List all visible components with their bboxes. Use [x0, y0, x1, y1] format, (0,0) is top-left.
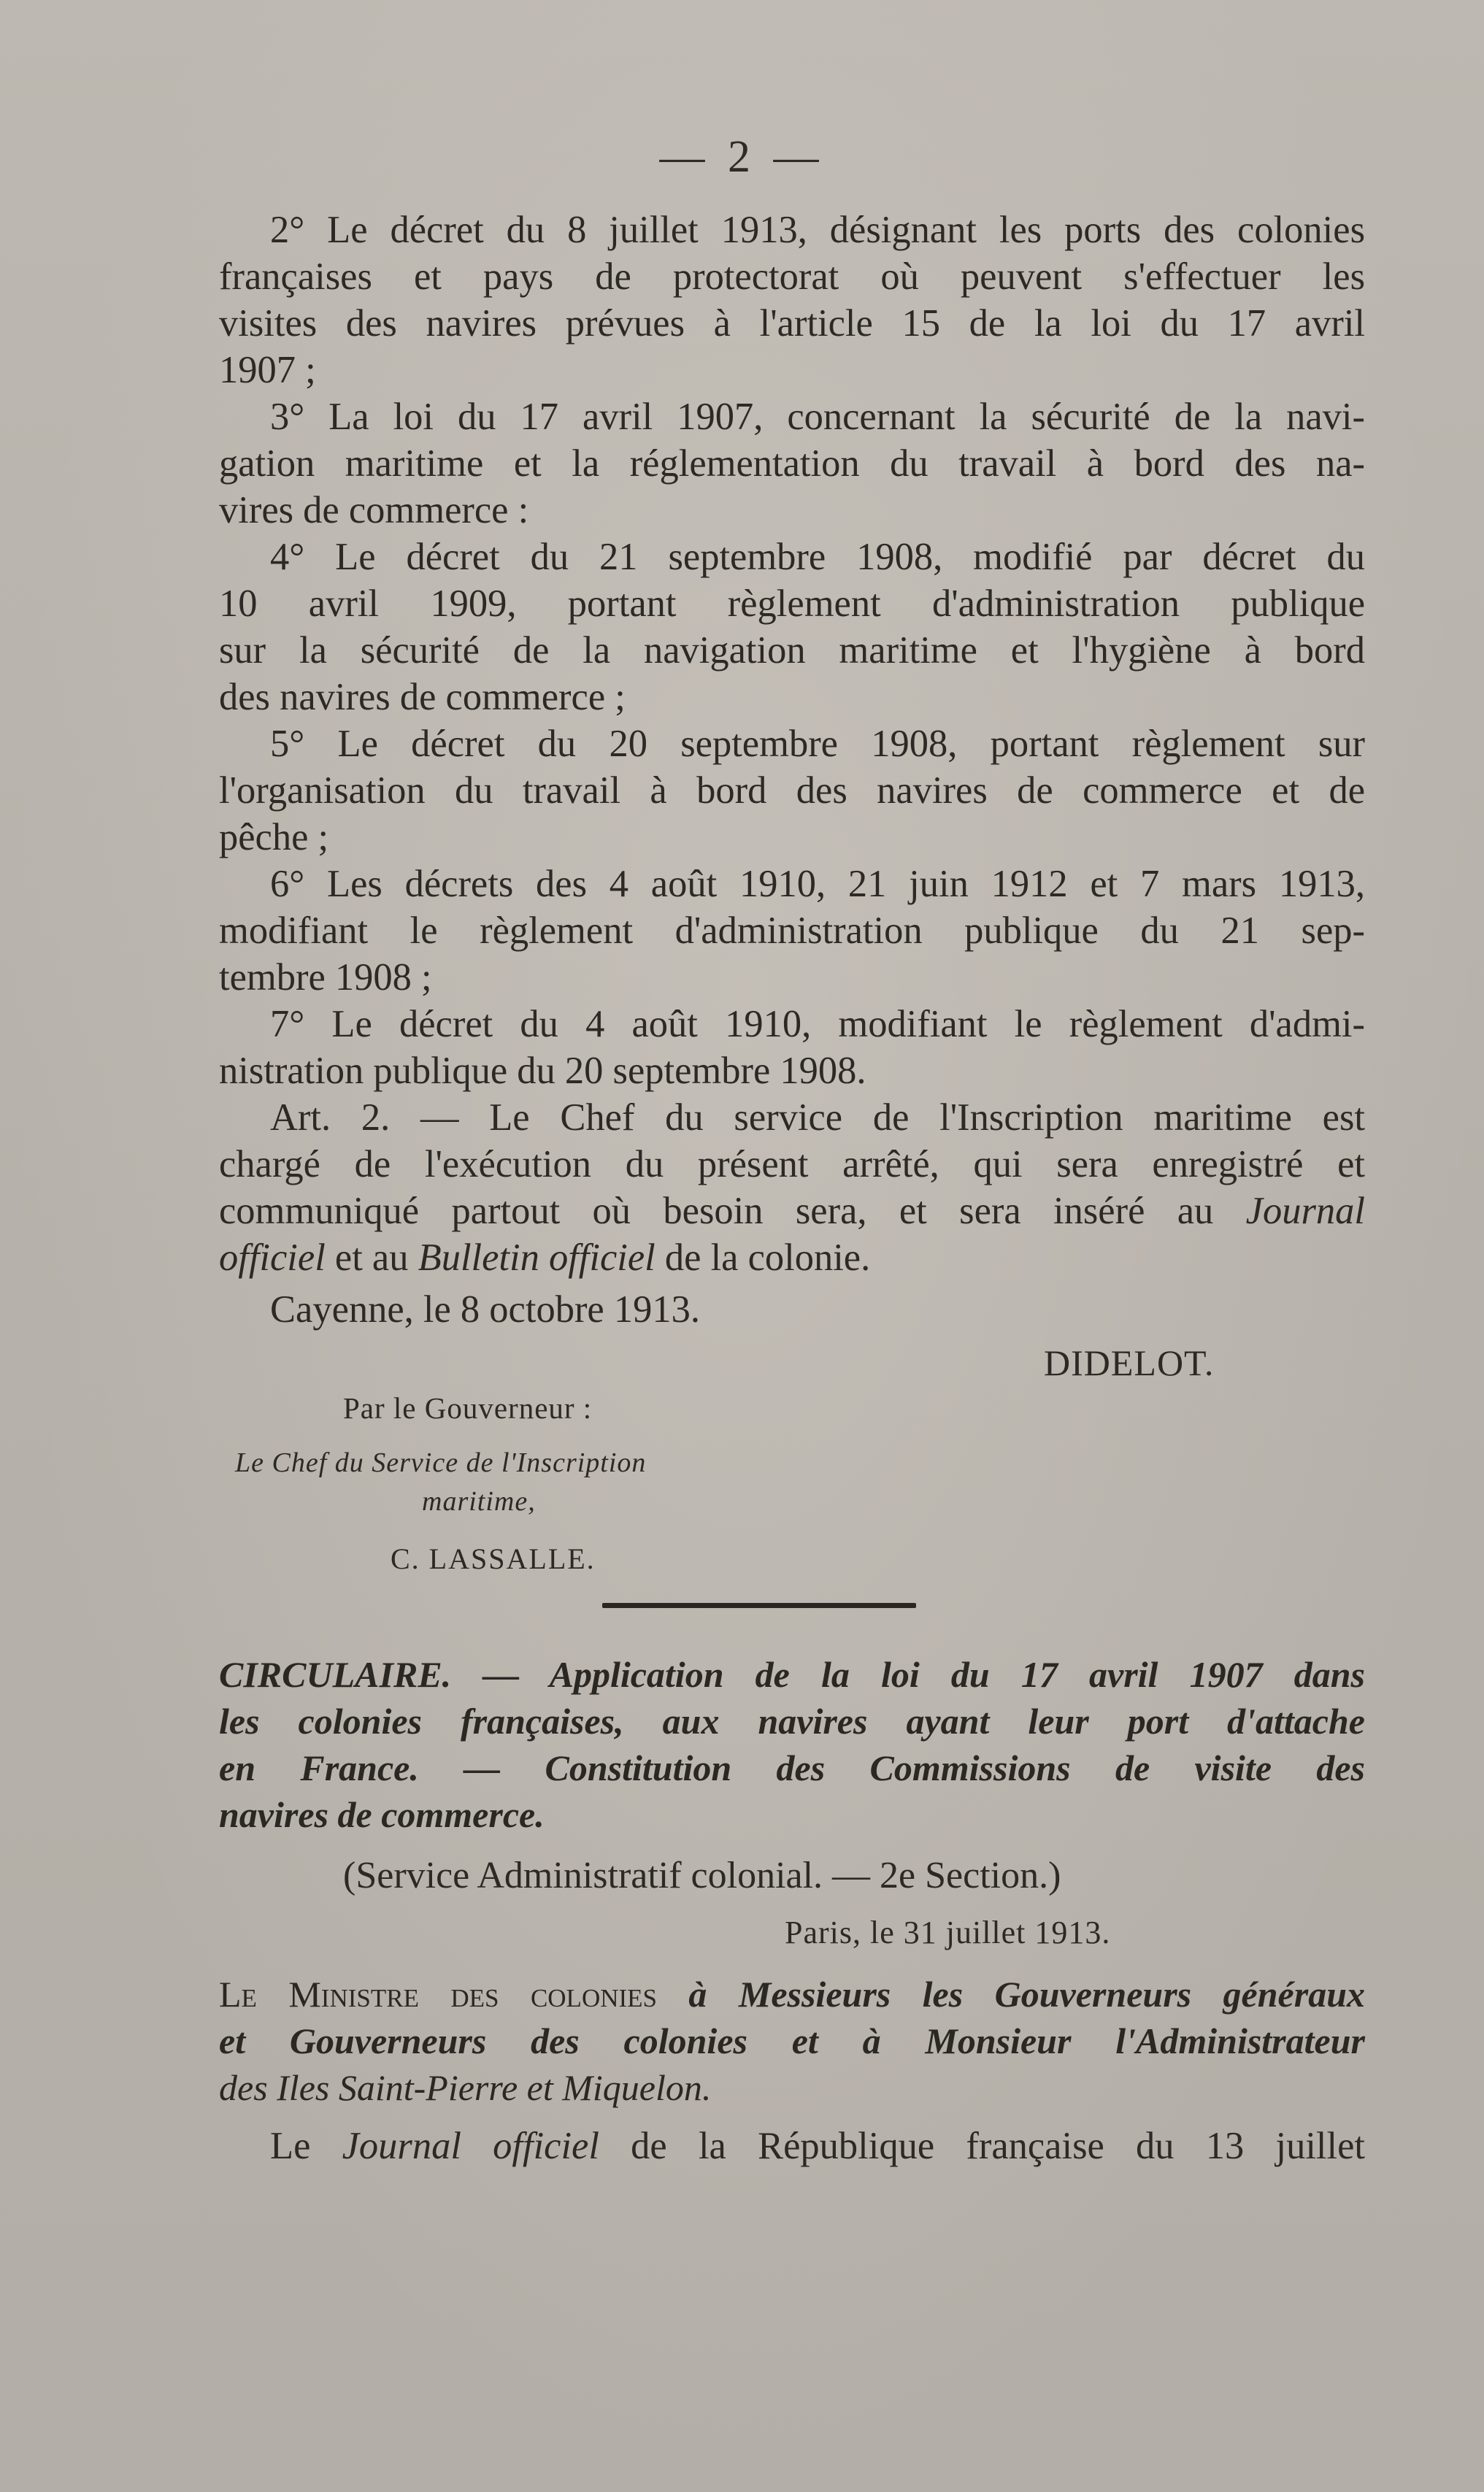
list-line: tembre 1908 ;	[219, 956, 432, 999]
chef-signature: C. LASSALLE.	[391, 1542, 596, 1575]
list-line: nistration publique du 20 septembre 1908.	[219, 1050, 866, 1092]
list-line: 3° La loi du 17 avril 1907, concernant la sécurité de la navi-	[270, 396, 1365, 438]
governor-signature: DIDELOT.	[1044, 1342, 1215, 1383]
list-line: pêche ;	[219, 816, 329, 858]
circulaire-title-line: navires de commerce.	[219, 1794, 545, 1835]
list-line: 10 avril 1909, portant règlement d'administration publique	[219, 582, 1365, 625]
circulaire-title-line: en France. — Constitution des Commissions de visite des	[219, 1747, 1365, 1788]
list-line: 6° Les décrets des 4 août 1910, 21 juin 1912 et 7 mars 1913,	[270, 863, 1365, 905]
article-2-line: officiel et au Bulletin officiel de la colonie.	[219, 1237, 871, 1279]
place-date: Cayenne, le 8 octobre 1913.	[270, 1288, 700, 1331]
article-2-line: chargé de l'exécution du présent arrêté, qui sera enregistré et	[219, 1143, 1365, 1185]
list-line: sur la sécurité de la navigation maritime et l'hygiène à bord	[219, 629, 1365, 672]
bulletin-title: Bulletin officiel	[418, 1237, 656, 1279]
circulaire-title-line: les colonies françaises, aux navires ayant leur port d'attache	[219, 1701, 1365, 1742]
list-line: vires de commerce :	[219, 489, 529, 531]
chef-service-line: Le Chef du Service de l'Inscription	[235, 1447, 647, 1478]
journal-title: Journal	[1245, 1190, 1365, 1232]
address-line: et Gouverneurs des colonies et à Monsieur l'Administrateur	[219, 2020, 1365, 2061]
circulaire-body-line: Le Journal officiel de la République française du 13 juillet	[270, 2125, 1365, 2167]
journal-title: Journal officiel	[342, 2125, 599, 2167]
service-line: (Service Administratif colonial. — 2e Section.)	[343, 1855, 1061, 1896]
list-line: 5° Le décret du 20 septembre 1908, portant règlement sur	[270, 723, 1365, 765]
list-line: 4° Le décret du 21 septembre 1908, modifié par décret du	[270, 536, 1365, 578]
list-line: 1907 ;	[219, 349, 316, 391]
list-line: l'organisation du travail à bord des navires de commerce et de	[219, 769, 1365, 812]
list-line: modifiant le règlement d'administration publique du 21 sep-	[219, 909, 1365, 952]
address-line: Le Ministre des colonies à Messieurs les Gouverneurs généraux	[219, 1974, 1365, 2015]
circulaire-date: Paris, le 31 juillet 1913.	[785, 1915, 1111, 1950]
list-line: 7° Le décret du 4 août 1910, modifiant le règlement d'admi-	[270, 1003, 1365, 1045]
circulaire-label: CIRCULAIRE.	[219, 1654, 452, 1695]
minister-label: Le Ministre des colonies	[219, 1974, 657, 2015]
article-2-line: communiqué partout où besoin sera, et sera inséré au Journal	[219, 1190, 1365, 1232]
list-line: des navires de commerce ;	[219, 676, 626, 718]
article-2-line: Art. 2. — Le Chef du service de l'Inscription maritime est	[270, 1096, 1365, 1139]
par-le-gouverneur: Par le Gouverneur :	[343, 1391, 593, 1425]
list-line: gation maritime et la réglementation du travail à bord des na-	[219, 442, 1365, 485]
page-number: — 2 —	[659, 132, 825, 182]
list-line: visites des navires prévues à l'article 15 de la loi du 17 avril	[219, 302, 1365, 345]
chef-service-line: maritime,	[422, 1486, 536, 1517]
list-line: françaises et pays de protectorat où peuvent s'effectuer les	[219, 255, 1365, 298]
address-line: des Iles Saint-Pierre et Miquelon.	[219, 2067, 712, 2108]
circulaire-title-line: CIRCULAIRE. — Application de la loi du 17 avril 1907 dans	[219, 1654, 1365, 1695]
section-divider	[602, 1603, 916, 1608]
list-line: 2° Le décret du 8 juillet 1913, désignant les ports des colonies	[270, 209, 1365, 251]
